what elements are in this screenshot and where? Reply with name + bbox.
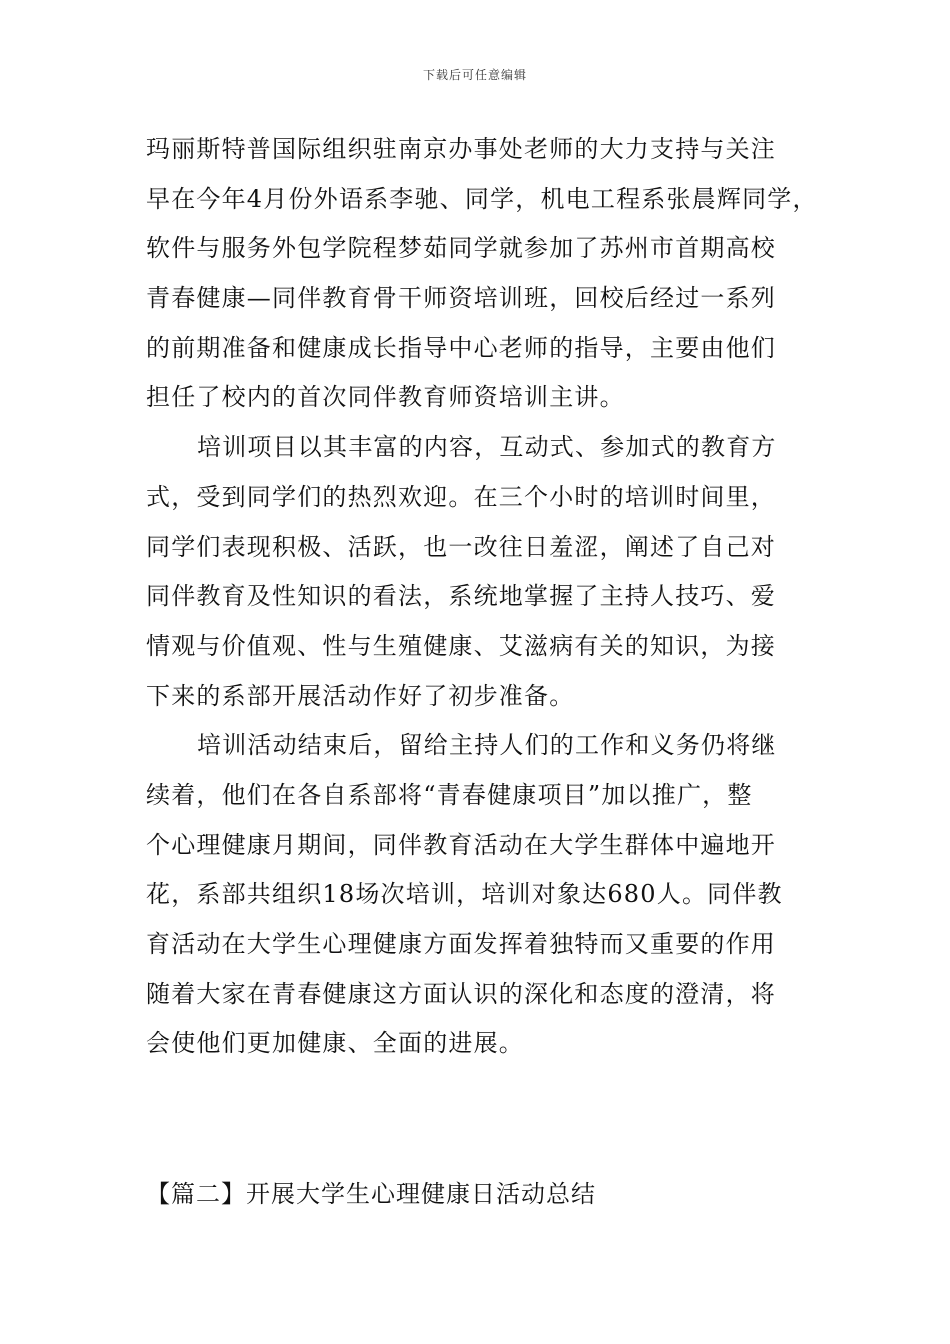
text-line: 培训活动结束后，留给主持人们的工作和义务仍将继	[197, 731, 777, 760]
text-line: 担任了校内的首次同伴教育师资培训主讲。	[146, 383, 625, 412]
section-heading: 【篇二】开展大学生心理健康日活动总结	[146, 1180, 596, 1208]
page-header: 下载后可任意编辑	[422, 68, 527, 82]
text-line: 育活动在大学生心理健康方面发挥着独特而又重要的作用	[146, 930, 776, 958]
text-line: 下来的系部开展活动作好了初步准备。	[146, 681, 575, 710]
text-line: 软件与服务外包学院程梦茹同学就参加了苏州市首期高校	[146, 234, 776, 263]
text-line: 情观与价值观、性与生殖健康、艾滋病有关的知识，为接	[146, 631, 776, 660]
text-line: 个心理健康月期间，同伴教育活动在大学生群体中遍地开	[146, 830, 776, 859]
text-line: 培训项目以其丰富的内容，互动式、参加式的教育方	[197, 433, 777, 462]
text-line: 早在今年4月份外语系李驰、同学，机电工程系张晨辉同学，	[146, 184, 818, 213]
body-text	[146, 125, 846, 1069]
text-line: 花，系部共组织18场次培训，培训对象达680人。同伴教	[146, 880, 783, 909]
text-line: 式，受到同学们的热烈欢迎。在三个小时的培训时间里，	[146, 482, 776, 511]
text-line: 同伴教育及性知识的看法，系统地掌握了主持人技巧、爱	[146, 582, 776, 611]
text-line: 同学们表现积极、活跃，也一改往日羞涩，阐述了自己对	[146, 532, 776, 561]
text-line: 青春健康—同伴教育骨干师资培训班，回校后经过一系列	[146, 284, 776, 313]
text-line: 会使他们更加健康、全面的进展。	[146, 1029, 524, 1058]
text-line: 的前期准备和健康成长指导中心老师的指导，主要由他们	[146, 333, 776, 362]
text-line: 随着大家在青春健康这方面认识的深化和态度的澄清，将	[146, 979, 776, 1008]
text-line: 续着，他们在各自系部将“青春健康项目”加以推广，整	[146, 780, 753, 809]
text-line: 玛丽斯特普国际组织驻南京办事处老师的大力支持与关注	[146, 135, 776, 163]
